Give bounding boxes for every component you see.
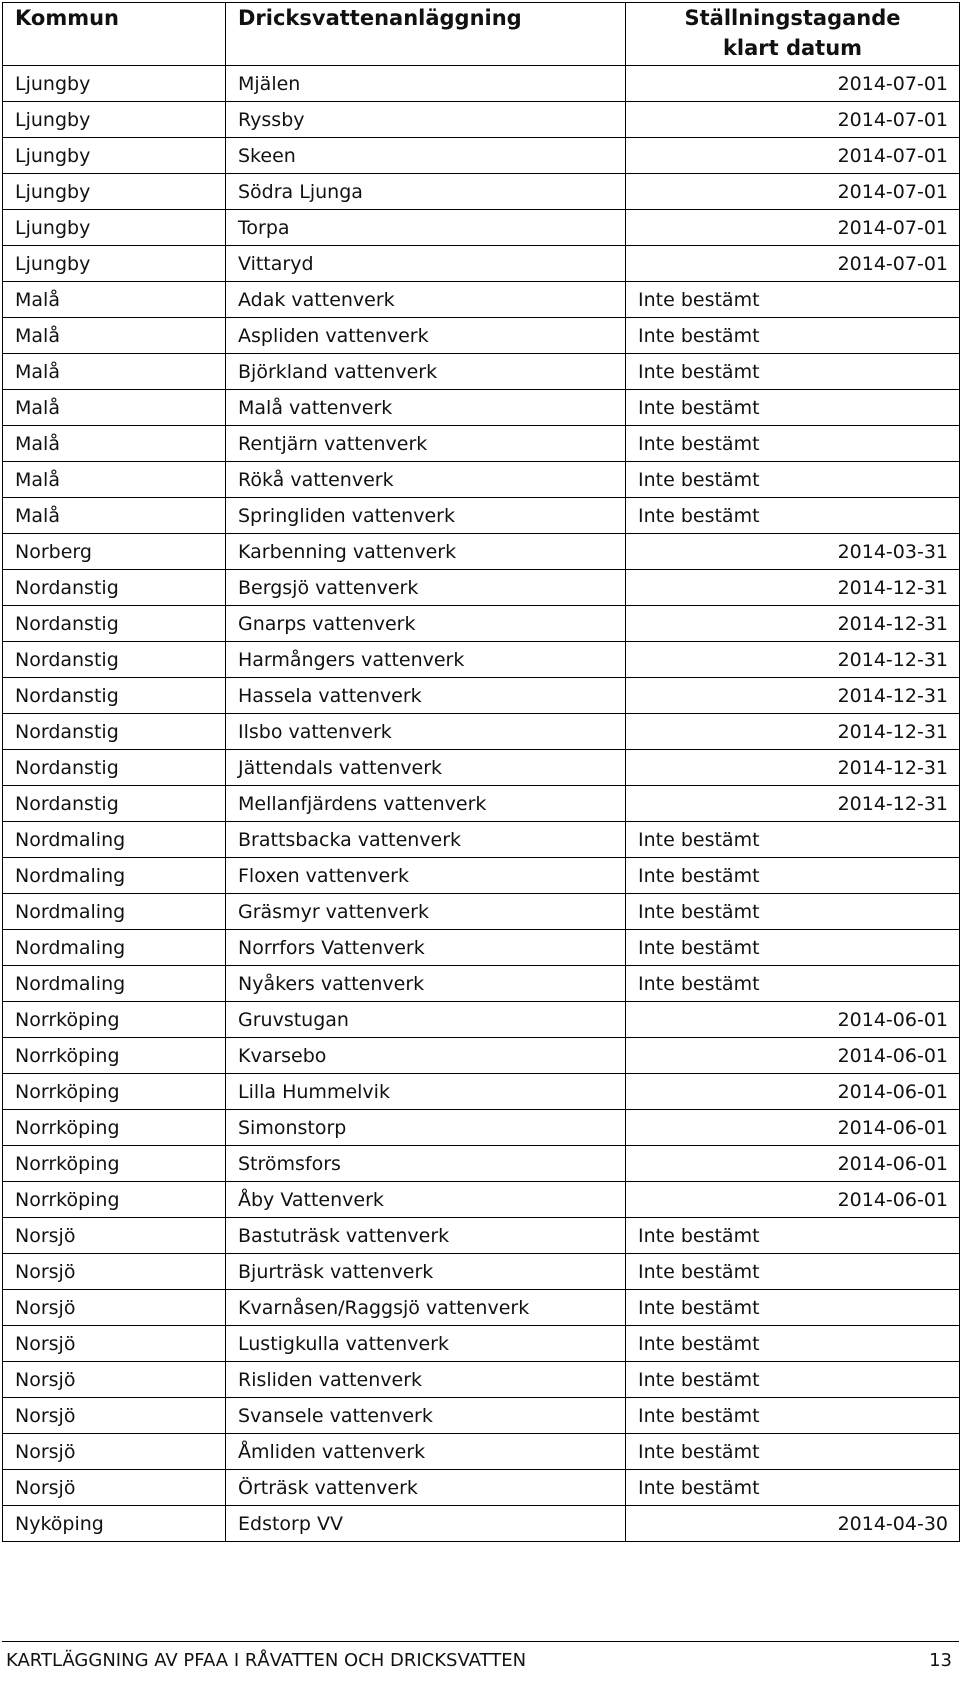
cell-anlaggning: Torpa (226, 210, 626, 246)
cell-anlaggning: Norrfors Vattenverk (226, 930, 626, 966)
table-body (3, 66, 960, 1542)
cell-kommun: Norsjö (3, 1290, 226, 1326)
cell-datum: Inte bestämt (626, 282, 960, 318)
cell-anlaggning: Nyåkers vattenverk (226, 966, 626, 1002)
cell-kommun: Nordanstig (3, 606, 226, 642)
cell-kommun: Ljungby (3, 138, 226, 174)
cell-kommun: Nordanstig (3, 570, 226, 606)
cell-anlaggning: Mjälen (226, 66, 626, 102)
cell-kommun: Norsjö (3, 1326, 226, 1362)
cell-anlaggning: Kvarnåsen/Raggsjö vattenverk (226, 1290, 626, 1326)
table-row (3, 966, 960, 1002)
cell-datum: 2014-06-01 (626, 1074, 960, 1110)
table-row (3, 66, 960, 102)
cell-kommun: Ljungby (3, 174, 226, 210)
cell-datum: 2014-07-01 (626, 210, 960, 246)
cell-anlaggning: Ilsbo vattenverk (226, 714, 626, 750)
page-number: 13 (929, 1650, 952, 1671)
cell-datum: Inte bestämt (626, 318, 960, 354)
table-row (3, 822, 960, 858)
cell-kommun: Nordmaling (3, 930, 226, 966)
cell-anlaggning: Björkland vattenverk (226, 354, 626, 390)
header-kommun: Kommun (3, 3, 226, 66)
cell-kommun: Malå (3, 426, 226, 462)
table-row (3, 1362, 960, 1398)
table-row (3, 282, 960, 318)
table-row (3, 894, 960, 930)
cell-datum: 2014-06-01 (626, 1002, 960, 1038)
table-row (3, 1290, 960, 1326)
cell-datum: Inte bestämt (626, 1290, 960, 1326)
header-stallningstagande-text: Ställningstagande klart datum (684, 6, 901, 60)
cell-anlaggning: Edstorp VV (226, 1506, 626, 1542)
cell-datum: Inte bestämt (626, 1470, 960, 1506)
table-row (3, 1038, 960, 1074)
cell-datum: Inte bestämt (626, 1398, 960, 1434)
cell-kommun: Norsjö (3, 1398, 226, 1434)
cell-anlaggning: Bergsjö vattenverk (226, 570, 626, 606)
cell-kommun: Norberg (3, 534, 226, 570)
cell-kommun: Malå (3, 498, 226, 534)
cell-anlaggning: Brattsbacka vattenverk (226, 822, 626, 858)
cell-datum: Inte bestämt (626, 390, 960, 426)
cell-anlaggning: Bjurträsk vattenverk (226, 1254, 626, 1290)
cell-kommun: Ljungby (3, 246, 226, 282)
cell-anlaggning: Jättendals vattenverk (226, 750, 626, 786)
cell-datum: Inte bestämt (626, 1326, 960, 1362)
cell-datum: 2014-12-31 (626, 786, 960, 822)
table-row (3, 246, 960, 282)
cell-anlaggning: Gräsmyr vattenverk (226, 894, 626, 930)
table-row (3, 642, 960, 678)
cell-datum: Inte bestämt (626, 822, 960, 858)
cell-anlaggning: Springliden vattenverk (226, 498, 626, 534)
cell-datum: 2014-07-01 (626, 102, 960, 138)
cell-datum: 2014-12-31 (626, 714, 960, 750)
cell-datum: 2014-12-31 (626, 606, 960, 642)
table-row (3, 1254, 960, 1290)
table-row (3, 678, 960, 714)
table-row (3, 1506, 960, 1542)
cell-anlaggning: Rentjärn vattenverk (226, 426, 626, 462)
cell-kommun: Nordmaling (3, 894, 226, 930)
table-row (3, 1182, 960, 1218)
table-row (3, 930, 960, 966)
table-row (3, 714, 960, 750)
table-row (3, 138, 960, 174)
header-stallningstagande-datum (626, 3, 960, 66)
cell-datum: 2014-07-01 (626, 174, 960, 210)
cell-kommun: Norrköping (3, 1002, 226, 1038)
cell-kommun: Norsjö (3, 1362, 226, 1398)
table-row (3, 534, 960, 570)
cell-anlaggning: Karbenning vattenverk (226, 534, 626, 570)
cell-datum: Inte bestämt (626, 1434, 960, 1470)
cell-kommun: Norrköping (3, 1182, 226, 1218)
table-row (3, 786, 960, 822)
cell-kommun: Norrköping (3, 1038, 226, 1074)
cell-datum: Inte bestämt (626, 354, 960, 390)
cell-datum: Inte bestämt (626, 1362, 960, 1398)
cell-kommun: Malå (3, 282, 226, 318)
table-row (3, 1326, 960, 1362)
table-row (3, 462, 960, 498)
cell-kommun: Nordanstig (3, 678, 226, 714)
table-row (3, 750, 960, 786)
cell-anlaggning: Floxen vattenverk (226, 858, 626, 894)
cell-datum: 2014-06-01 (626, 1182, 960, 1218)
data-table (2, 2, 960, 1542)
cell-datum: Inte bestämt (626, 966, 960, 1002)
cell-datum: 2014-07-01 (626, 246, 960, 282)
cell-kommun: Nordmaling (3, 966, 226, 1002)
cell-kommun: Malå (3, 318, 226, 354)
cell-datum: Inte bestämt (626, 498, 960, 534)
cell-anlaggning: Risliden vattenverk (226, 1362, 626, 1398)
table-row (3, 174, 960, 210)
cell-datum: 2014-03-31 (626, 534, 960, 570)
cell-datum: 2014-04-30 (626, 1506, 960, 1542)
cell-datum: 2014-06-01 (626, 1146, 960, 1182)
cell-datum: Inte bestämt (626, 1218, 960, 1254)
table-row (3, 210, 960, 246)
cell-anlaggning: Åmliden vattenverk (226, 1434, 626, 1470)
cell-kommun: Malå (3, 390, 226, 426)
cell-kommun: Malå (3, 354, 226, 390)
cell-kommun: Nordmaling (3, 858, 226, 894)
cell-anlaggning: Adak vattenverk (226, 282, 626, 318)
cell-kommun: Ljungby (3, 210, 226, 246)
cell-anlaggning: Ryssby (226, 102, 626, 138)
footer-divider (2, 1641, 959, 1642)
cell-anlaggning: Lustigkulla vattenverk (226, 1326, 626, 1362)
cell-datum: 2014-06-01 (626, 1038, 960, 1074)
cell-datum: Inte bestämt (626, 1254, 960, 1290)
table-row (3, 354, 960, 390)
table-row (3, 570, 960, 606)
cell-anlaggning: Mellanfjärdens vattenverk (226, 786, 626, 822)
cell-datum: 2014-07-01 (626, 66, 960, 102)
cell-datum: 2014-12-31 (626, 750, 960, 786)
cell-kommun: Nordanstig (3, 642, 226, 678)
cell-anlaggning: Skeen (226, 138, 626, 174)
cell-kommun: Nordanstig (3, 786, 226, 822)
cell-kommun: Norrköping (3, 1146, 226, 1182)
cell-datum: Inte bestämt (626, 930, 960, 966)
cell-datum: 2014-12-31 (626, 678, 960, 714)
cell-kommun: Malå (3, 462, 226, 498)
cell-anlaggning: Södra Ljunga (226, 174, 626, 210)
table-row (3, 318, 960, 354)
cell-datum: Inte bestämt (626, 462, 960, 498)
cell-kommun: Nordanstig (3, 750, 226, 786)
cell-kommun: Nyköping (3, 1506, 226, 1542)
cell-kommun: Norsjö (3, 1470, 226, 1506)
cell-kommun: Norrköping (3, 1074, 226, 1110)
header-row (3, 3, 960, 66)
cell-anlaggning: Aspliden vattenverk (226, 318, 626, 354)
cell-anlaggning: Rökå vattenverk (226, 462, 626, 498)
table-row (3, 1398, 960, 1434)
table-row (3, 1434, 960, 1470)
cell-kommun: Norsjö (3, 1254, 226, 1290)
cell-anlaggning: Åby Vattenverk (226, 1182, 626, 1218)
cell-kommun: Ljungby (3, 66, 226, 102)
table-row (3, 1146, 960, 1182)
cell-kommun: Nordmaling (3, 822, 226, 858)
header-dricksvattenanlaggning: Dricksvattenanläggning (226, 3, 626, 66)
cell-datum: Inte bestämt (626, 894, 960, 930)
cell-anlaggning: Bastuträsk vattenverk (226, 1218, 626, 1254)
cell-anlaggning: Svansele vattenverk (226, 1398, 626, 1434)
cell-anlaggning: Örträsk vattenverk (226, 1470, 626, 1506)
cell-datum: 2014-07-01 (626, 138, 960, 174)
cell-anlaggning: Lilla Hummelvik (226, 1074, 626, 1110)
table-row (3, 498, 960, 534)
cell-anlaggning: Simonstorp (226, 1110, 626, 1146)
cell-anlaggning: Strömsfors (226, 1146, 626, 1182)
cell-kommun: Norrköping (3, 1110, 226, 1146)
table-row (3, 1002, 960, 1038)
cell-datum: Inte bestämt (626, 426, 960, 462)
table-row (3, 606, 960, 642)
cell-kommun: Ljungby (3, 102, 226, 138)
cell-datum: 2014-12-31 (626, 642, 960, 678)
cell-datum: 2014-06-01 (626, 1110, 960, 1146)
cell-anlaggning: Gnarps vattenverk (226, 606, 626, 642)
cell-kommun: Norsjö (3, 1434, 226, 1470)
cell-kommun: Norsjö (3, 1218, 226, 1254)
cell-anlaggning: Hassela vattenverk (226, 678, 626, 714)
cell-anlaggning: Kvarsebo (226, 1038, 626, 1074)
cell-anlaggning: Vittaryd (226, 246, 626, 282)
footer-title: KARTLÄGGNING AV PFAA I RÅVATTEN OCH DRICKSVATTEN (6, 1650, 527, 1671)
cell-anlaggning: Harmångers vattenverk (226, 642, 626, 678)
table-row (3, 426, 960, 462)
cell-anlaggning: Malå vattenverk (226, 390, 626, 426)
table-row (3, 1074, 960, 1110)
cell-kommun: Nordanstig (3, 714, 226, 750)
cell-anlaggning: Gruvstugan (226, 1002, 626, 1038)
table-row (3, 858, 960, 894)
table-row (3, 1470, 960, 1506)
table-row (3, 102, 960, 138)
table-row (3, 1110, 960, 1146)
cell-datum: Inte bestämt (626, 858, 960, 894)
cell-datum: 2014-12-31 (626, 570, 960, 606)
table-row (3, 1218, 960, 1254)
table-row (3, 390, 960, 426)
